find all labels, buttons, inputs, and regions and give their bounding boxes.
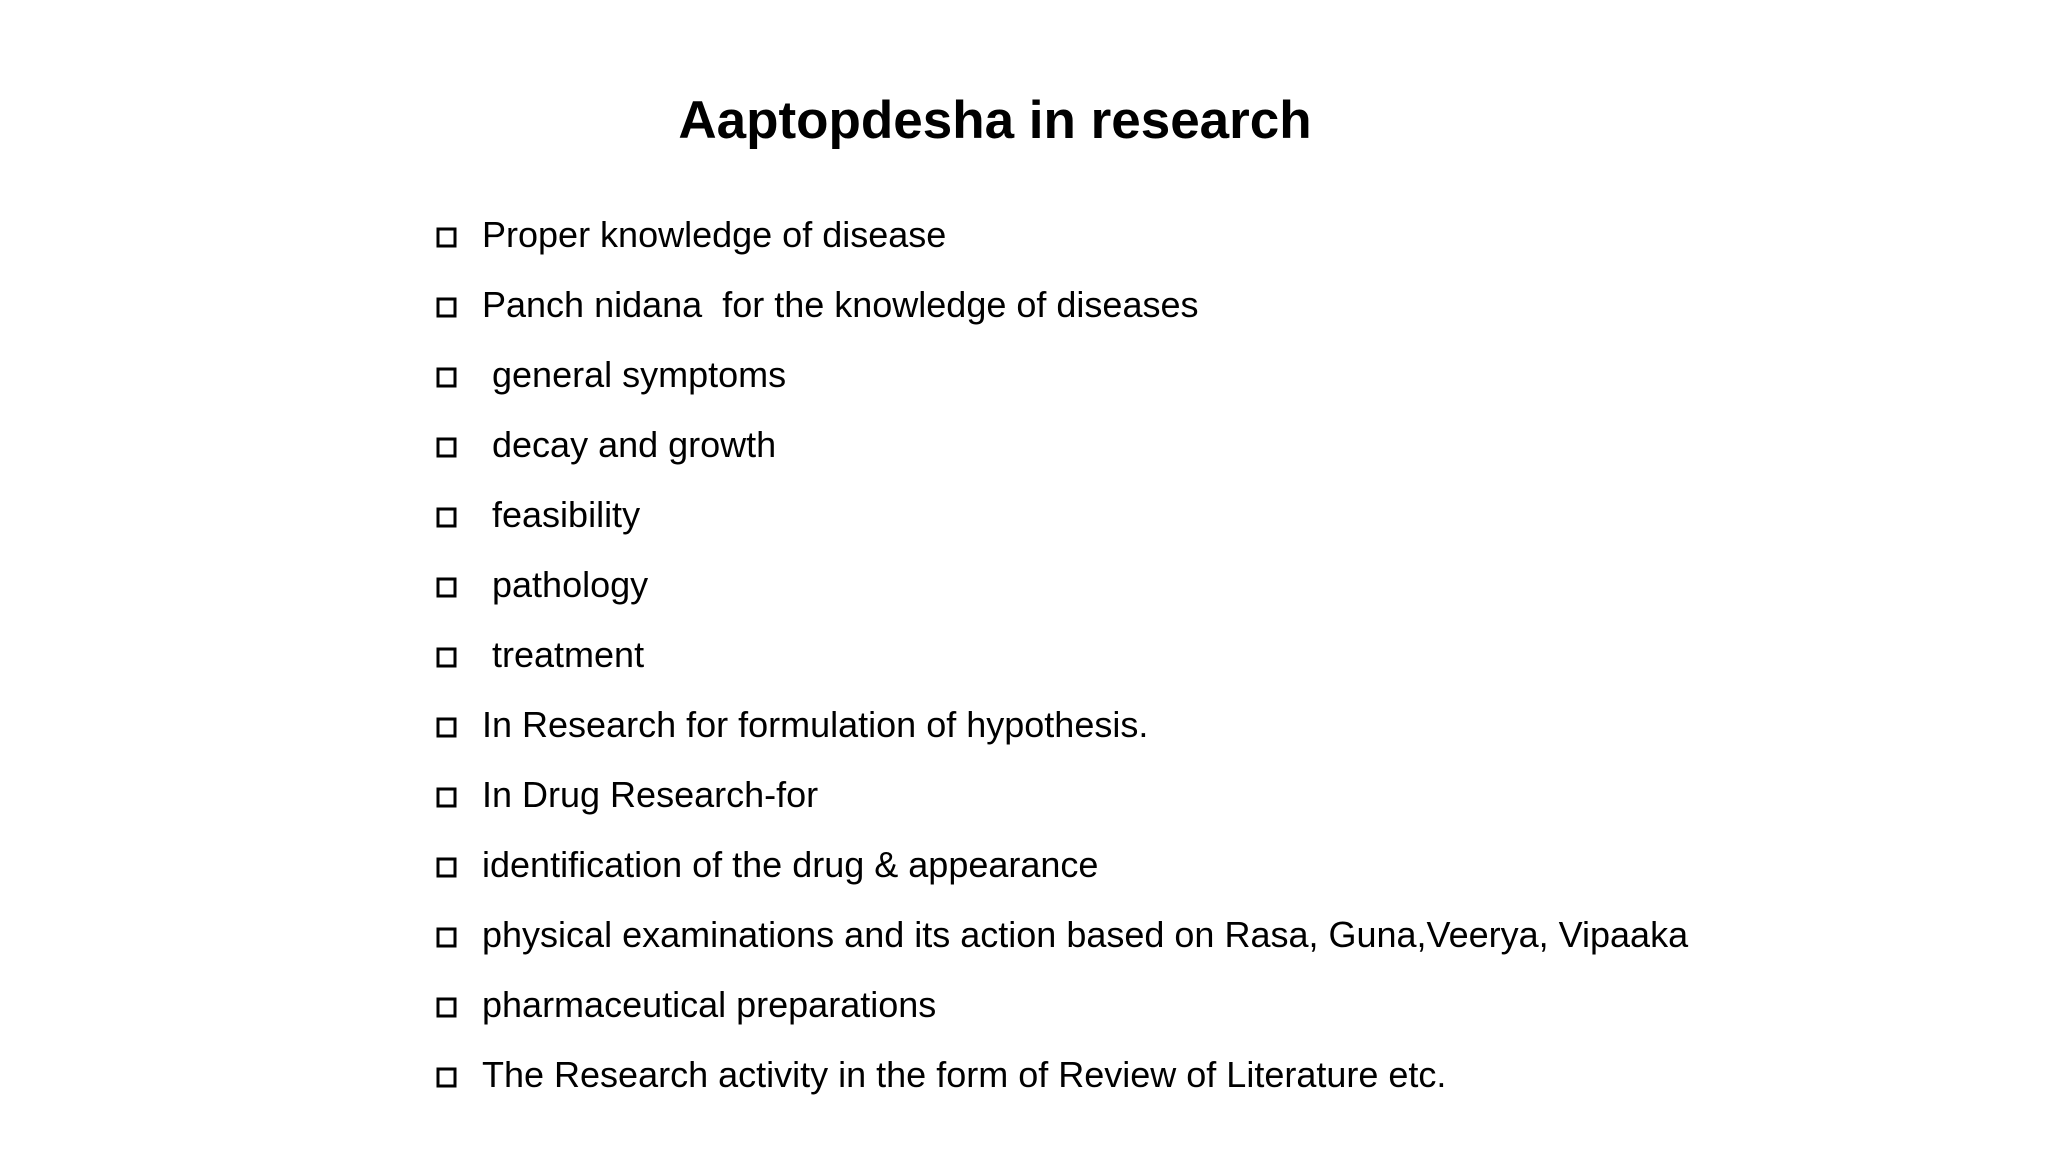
list-item-label: pathology xyxy=(482,564,649,605)
checkbox-square-icon xyxy=(436,1062,458,1084)
checkbox-square-icon xyxy=(436,362,458,384)
list-item-label: general symptoms xyxy=(482,354,787,395)
list-item-label: identification of the drug & appearance xyxy=(482,844,1099,885)
list-item xyxy=(436,760,1688,830)
list-item-label: treatment xyxy=(482,634,645,675)
checkbox-square-icon xyxy=(436,502,458,524)
list-item xyxy=(436,690,1688,760)
list-item-label: Proper knowledge of disease xyxy=(482,214,947,255)
list-item-label: decay and growth xyxy=(482,424,777,465)
list-item xyxy=(436,480,1688,550)
list-item xyxy=(436,200,1688,270)
list-item xyxy=(436,620,1688,690)
list-item-label: feasibility xyxy=(482,494,641,535)
list-item xyxy=(436,550,1688,620)
list-item xyxy=(436,1040,1688,1110)
checkbox-square-icon xyxy=(436,292,458,314)
checkbox-square-icon xyxy=(436,782,458,804)
checkbox-square-icon xyxy=(436,852,458,874)
checkbox-square-icon xyxy=(436,222,458,244)
list-item xyxy=(436,970,1688,1040)
list-item-label: In Drug Research-for xyxy=(482,774,819,815)
list-item-label: The Research activity in the form of Review of Literature etc. xyxy=(482,1054,1447,1095)
list-item xyxy=(436,830,1688,900)
checkbox-square-icon xyxy=(436,992,458,1014)
list-item xyxy=(436,410,1688,480)
list-item-label: Panch nidana for the knowledge of diseases xyxy=(482,284,1199,325)
checkbox-square-icon xyxy=(436,572,458,594)
list-item xyxy=(436,340,1688,410)
list-item xyxy=(436,270,1688,340)
list-item xyxy=(436,900,1688,970)
checkbox-square-icon xyxy=(436,712,458,734)
list-item-label: In Research for formulation of hypothesis. xyxy=(482,704,1149,745)
checkbox-square-icon xyxy=(436,432,458,454)
slide-title: Aaptopdesha in research xyxy=(678,91,1312,150)
checkbox-square-icon xyxy=(436,922,458,944)
list-item-label: physical examinations and its action based on Rasa, Guna,Veerya, Vipaaka xyxy=(482,914,1689,955)
bullet-list xyxy=(436,200,1688,1110)
list-item-label: pharmaceutical preparations xyxy=(482,984,937,1025)
checkbox-square-icon xyxy=(436,642,458,664)
